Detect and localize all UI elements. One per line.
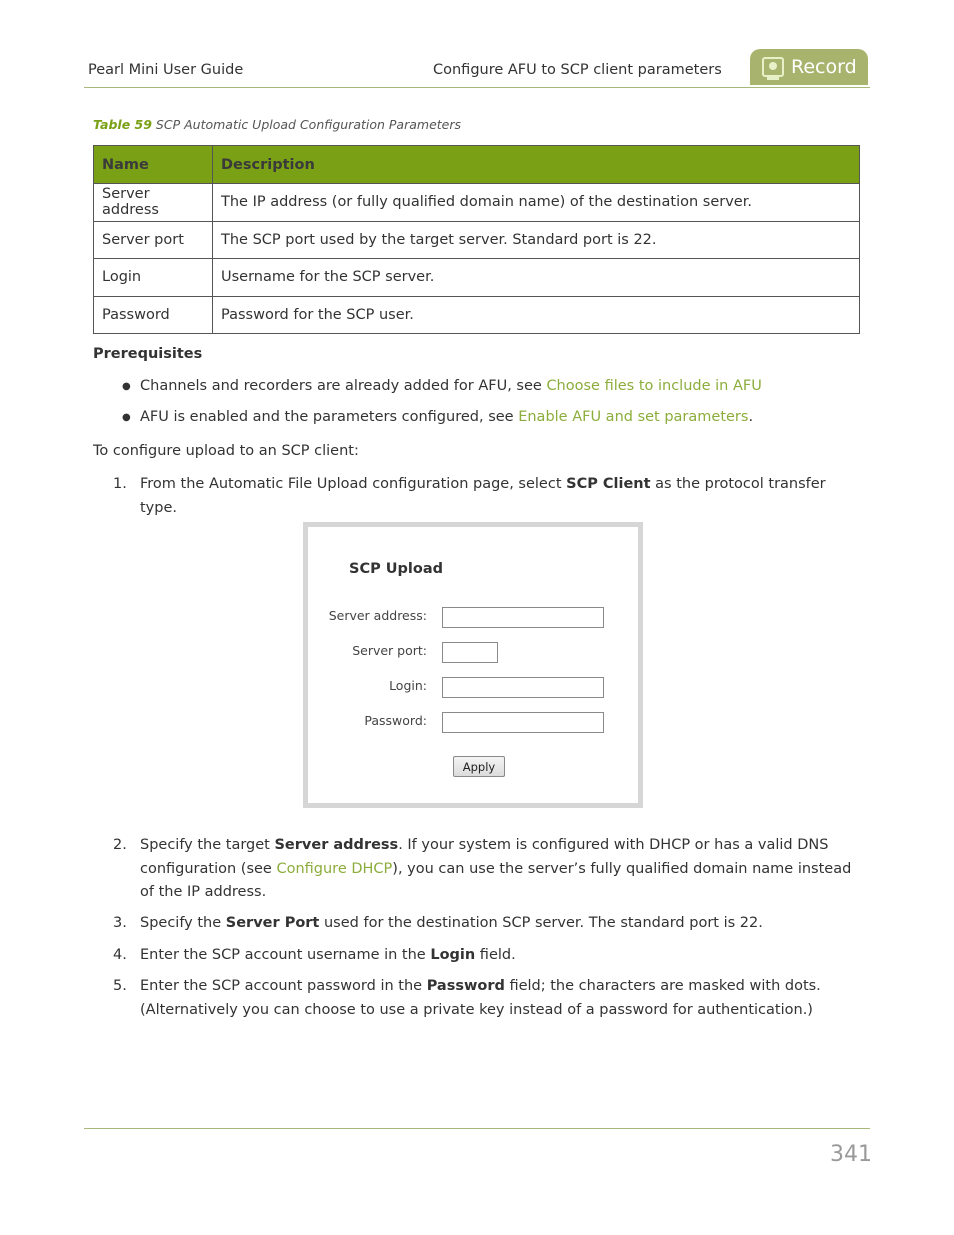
scp-upload-screenshot [303, 522, 643, 808]
step-number: 4. [113, 947, 127, 963]
step-4 [113, 944, 853, 968]
table-cell-name: Password [94, 296, 213, 334]
step-text: Specify the target [140, 837, 275, 853]
bullet-text-after: . [748, 409, 754, 425]
page-footer-rule [84, 1128, 870, 1129]
step-number: 1. [113, 476, 127, 492]
step-text: From the Automatic File Upload configuration page, select [140, 476, 567, 492]
step-bold: Login [430, 947, 476, 963]
table-header-row [94, 146, 860, 184]
step-2 [113, 834, 853, 905]
step-text: . If your system is configured with DHCP or has a valid DNS configuration (see [140, 837, 829, 877]
list-item [122, 409, 753, 425]
table-caption-label: Table 59 [93, 117, 152, 132]
bullet-icon: ● [122, 412, 131, 423]
table-cell-description: The IP address (or fully qualified domain name) of the destination server. [213, 184, 860, 222]
record-badge-label: Record [791, 56, 857, 78]
password-label: Password: [364, 713, 427, 728]
table-cell-description: Password for the SCP user. [213, 296, 860, 334]
login-label: Login: [389, 678, 427, 693]
table-cell-name: Login [94, 259, 213, 297]
guide-title: Pearl Mini User Guide [88, 62, 244, 78]
step-1 [113, 473, 853, 520]
record-icon [762, 57, 784, 77]
step-text: ), you can use the server’s fully qualified domain name instead of the IP address. [140, 860, 852, 900]
intro-text: To configure upload to an SCP client: [93, 443, 359, 459]
scp-upload-title: SCP Upload [349, 561, 444, 577]
server-address-input[interactable] [442, 607, 604, 628]
step-text: used for the destination SCP server. The standard port is 22. [319, 915, 763, 931]
step-number: 2. [113, 837, 127, 853]
prerequisites-heading: Prerequisites [93, 346, 203, 362]
password-input[interactable] [442, 712, 604, 733]
table-caption-text: SCP Automatic Upload Configuration Parameters [155, 117, 461, 132]
table-cell-name: Server port [94, 221, 213, 259]
column-header-name: Name [94, 146, 213, 184]
step-5 [113, 975, 853, 1022]
step-text: field. [475, 947, 516, 963]
step-3 [113, 912, 853, 936]
section-title: Configure AFU to SCP client parameters [433, 62, 722, 78]
step-bold: Server Port [225, 915, 320, 931]
table-cell-name: Server address [94, 184, 213, 222]
step-number: 5. [113, 978, 127, 994]
step-text: Enter the SCP account username in the [140, 947, 431, 963]
record-badge [750, 49, 868, 85]
table-row [94, 184, 860, 222]
table-row [94, 221, 860, 259]
step-text: as the protocol transfer type. [140, 476, 826, 516]
link-configure-dhcp[interactable]: Configure DHCP [276, 860, 393, 877]
bullet-icon: ● [122, 381, 131, 392]
column-header-description: Description [213, 146, 860, 184]
server-port-label: Server port: [352, 643, 427, 658]
bullet-text: AFU is enabled and the parameters configured, see [140, 409, 519, 425]
link-enable-afu[interactable]: Enable AFU and set parameters [518, 409, 749, 425]
step-bold: SCP Client [566, 476, 651, 492]
page-number: 341 [830, 1142, 872, 1167]
table-cell-description: Username for the SCP server. [213, 259, 860, 297]
table-row [94, 296, 860, 334]
page-header [84, 48, 870, 88]
server-address-label: Server address: [328, 608, 427, 623]
list-item [122, 378, 762, 394]
link-choose-files[interactable]: Choose files to include in AFU [546, 378, 762, 394]
apply-button[interactable]: Apply [453, 756, 505, 777]
server-port-input[interactable] [442, 642, 498, 663]
login-input[interactable] [442, 677, 604, 698]
step-text: field; the characters are masked with dots. (Alternatively you can choose to use a private key instead of a password for authentication.) [140, 978, 821, 1018]
bullet-text: Channels and recorders are already added for AFU, see [140, 378, 547, 394]
step-bold: Server address [274, 837, 399, 853]
parameters-table [93, 145, 860, 334]
step-text: Specify the [140, 915, 226, 931]
step-number: 3. [113, 915, 127, 931]
step-text: Enter the SCP account password in the [140, 978, 427, 994]
step-bold: Password [426, 978, 505, 994]
table-caption [93, 117, 461, 132]
table-cell-description: The SCP port used by the target server. Standard port is 22. [213, 221, 860, 259]
table-row [94, 259, 860, 297]
